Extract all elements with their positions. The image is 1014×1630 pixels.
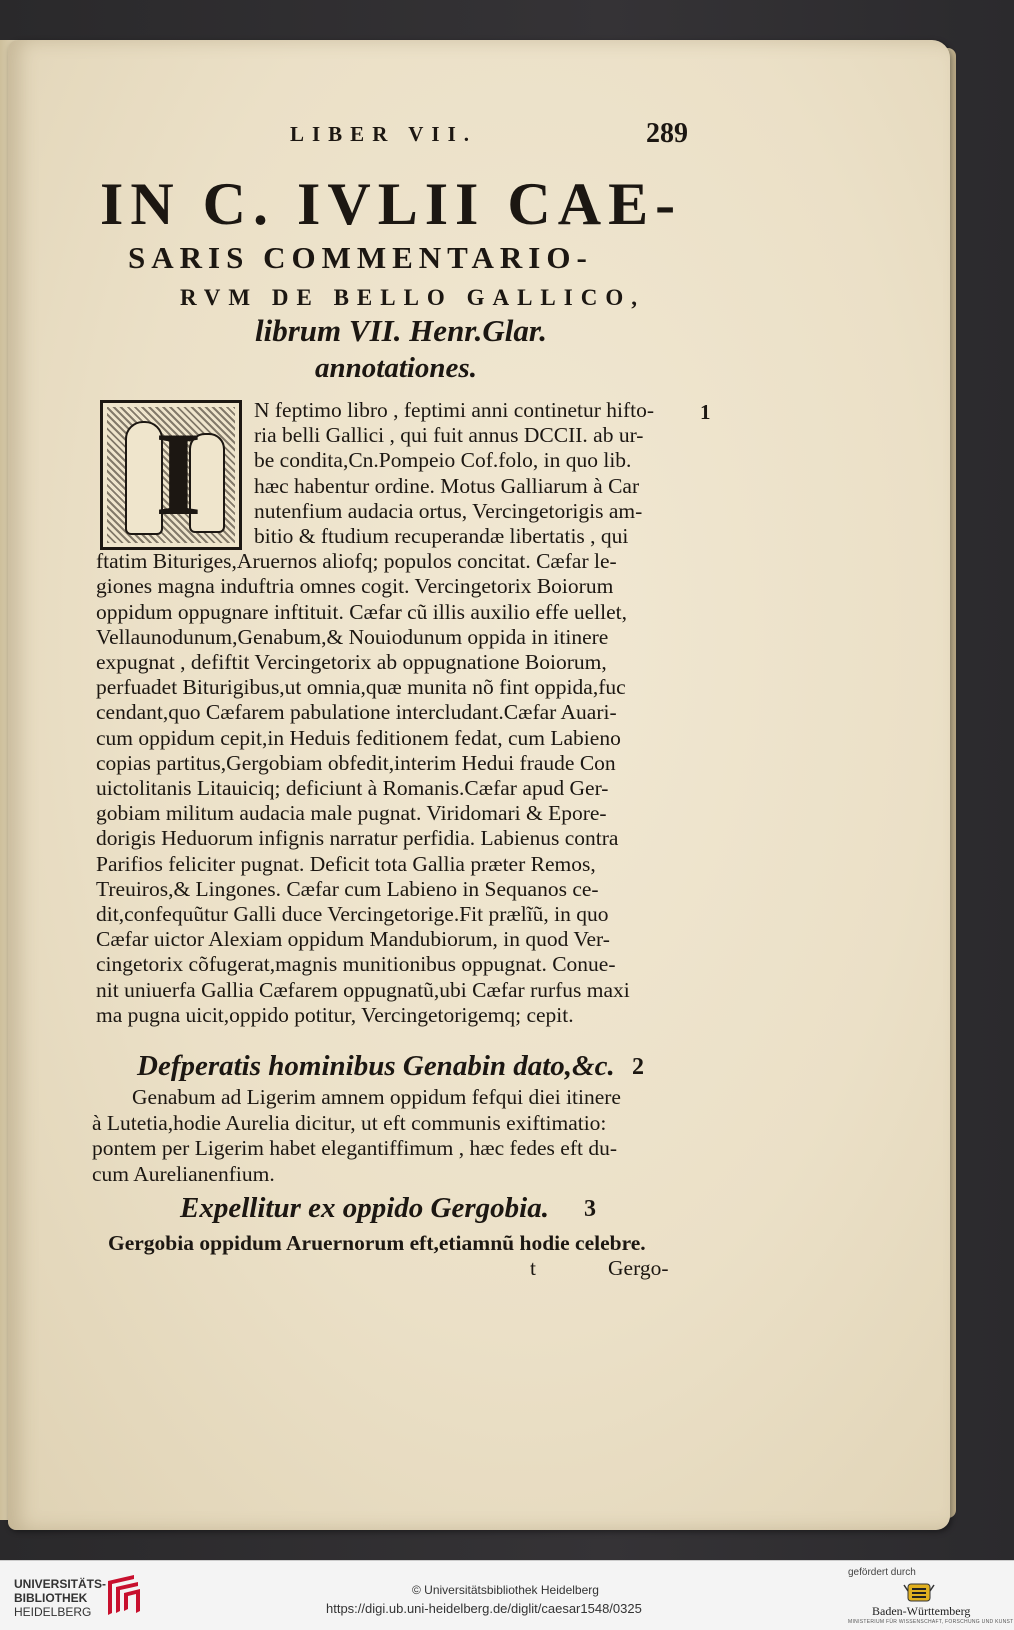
library-logo-icon[interactable]	[104, 1573, 142, 1617]
paragraph-1-line: bitio & ftudium recuperandæ libertatis , qui	[254, 524, 629, 548]
funded-by-label: gefördert durch	[848, 1567, 916, 1578]
paragraph-1-line: ftatim Bituriges,Aruernos aliofq; populos concitat. Cæfar le-	[96, 549, 617, 574]
paragraph-1-line: Cæfar uictor Alexiam oppidum Mandubiorum, in quod Ver-	[96, 927, 610, 952]
title-line-5: annotationes.	[315, 352, 477, 384]
margin-number-2: 2	[632, 1054, 644, 1080]
paragraph-1-line: uictolitanis Litauiciq; deficiunt à Romanis.Cæfar apud Ger-	[96, 776, 609, 800]
paragraph-1-line: expugnat , defiftit Vercingetorix ab oppugnatione Boiorum,	[96, 650, 607, 674]
paragraph-1-line: nit uniuerfa Gallia Cæfarem oppugnatũ,ubi Cæfar rurfus maxi	[96, 977, 630, 1002]
folio-number: 289	[646, 118, 688, 149]
catchword: Gergo-	[608, 1256, 669, 1280]
paragraph-1-line: ria belli Gallici , qui fuit annus DCCII. ab ur-	[254, 423, 644, 448]
title-line-1: IN C. IVLII CAE-	[100, 171, 683, 237]
state-name: Baden-Württemberg	[872, 1604, 971, 1618]
logo-line-2: BIBLIOTHEK	[14, 1591, 88, 1605]
paragraph-1-line: cendant,quo Cæfarem pabulatione intercludant.Cæfar Auari-	[96, 700, 617, 725]
margin-number-3: 3	[584, 1196, 596, 1222]
paragraph-1-line: giones magna induftria omnes cogit. Vercingetorix Boiorum	[96, 574, 614, 599]
paragraph-3-line: Gergobia oppidum Aruernorum eft,etiamnũ hodie celebre.	[108, 1231, 646, 1255]
title-line-4: librum VII. Henr.Glar.	[255, 313, 548, 348]
initial-letter: I	[155, 407, 202, 540]
paragraph-1-line: cum oppidum cepit,in Heduis feditionem fedat, cum Labieno	[96, 725, 621, 750]
title-line-2: SARIS COMMENTARIO-	[128, 240, 593, 275]
margin-number-1: 1	[700, 400, 711, 424]
paragraph-1-line: perfuadet Biturigibus,ut omnia,quæ munita nõ fint oppida,fuc	[96, 675, 626, 700]
paragraph-2-line: cum Aurelianenfium.	[92, 1161, 275, 1186]
paragraph-2-line: pontem per Ligerim habet elegantiffimum , hæc fedes eft du-	[92, 1136, 617, 1160]
paragraph-1-line: ma pugna uicit,oppido potitur, Vercingetorigemq; cepit.	[96, 1002, 574, 1027]
paragraph-1-line: nutenfium audacia ortus, Vercingetorigis am-	[254, 498, 643, 523]
running-head: LIBER VII.	[290, 122, 477, 146]
copyright-text: © Universitätsbibliothek Heidelberg	[412, 1583, 599, 1597]
paragraph-1-line: copias partitus,Gergobiam obfedit,interim Hedui fraude Con	[96, 750, 616, 775]
ministry-name: MINISTERIUM FÜR WISSENSCHAFT, FORSCHUNG UND KUNST	[848, 1619, 1014, 1625]
lemma-heading-3: Expellitur ex oppido Gergobia.	[180, 1192, 549, 1224]
paragraph-1-line: hæc habentur ordine. Motus Galliarum à Car	[254, 473, 640, 498]
paragraph-1-line: gobiam militum audacia male pugnat. Viridomari & Epore-	[96, 801, 607, 826]
decorated-initial	[100, 400, 242, 550]
paragraph-1-line: Treuiros,& Lingones. Cæfar cum Labieno in Sequanos ce-	[96, 876, 599, 901]
paragraph-2-line: Genabum ad Ligerim amnem oppidum fefqui diei itinere	[132, 1085, 621, 1109]
paragraph-1-line: Parifios feliciter pugnat. Deficit tota Gallia præter Remos,	[96, 851, 596, 876]
paragraph-1-line: cingetorix cõfugerat,magnis munitionibus oppugnat. Conue-	[96, 952, 616, 977]
lemma-heading-2: Defperatis hominibus Genabin dato,&c.	[137, 1050, 615, 1082]
paragraph-1-line: dorigis Heduorum infignis narratur perfidia. Labienus contra	[96, 826, 619, 851]
paragraph-2-line: à Lutetia,hodie Aurelia dicitur, ut eft communis exiftimatio:	[92, 1110, 607, 1135]
paragraph-1-line: dit,confequũtur Galli duce Vercingetorige.Fit prælĩũ, in quo	[96, 902, 609, 926]
paragraph-1-line: oppidum oppugnare inftituit. Cæfar cũ illis auxilio effe uellet,	[96, 599, 628, 624]
library-logo-text[interactable]	[14, 1577, 106, 1619]
paragraph-1-line: be condita,Cn.Pompeio Cof.folo, in quo lib.	[254, 448, 632, 473]
permalink-url[interactable]: https://digi.ub.uni-heidelberg.de/diglit/caesar1548/0325	[326, 1601, 642, 1616]
paragraph-1-line: Vellaunodunum,Genabum,& Nouiodunum oppida in itinere	[96, 624, 609, 649]
logo-line-1: UNIVERSITÄTS-	[14, 1577, 107, 1591]
coat-of-arms-icon	[902, 1581, 936, 1603]
title-line-3: RVM DE BELLO GALLICO,	[180, 285, 645, 310]
logo-line-3: HEIDELBERG	[14, 1605, 92, 1619]
signature-mark: t	[530, 1256, 536, 1280]
viewer-footer	[0, 1560, 1014, 1630]
paragraph-1-line: N feptimo libro , feptimi anni continetur hifto-	[254, 398, 655, 422]
